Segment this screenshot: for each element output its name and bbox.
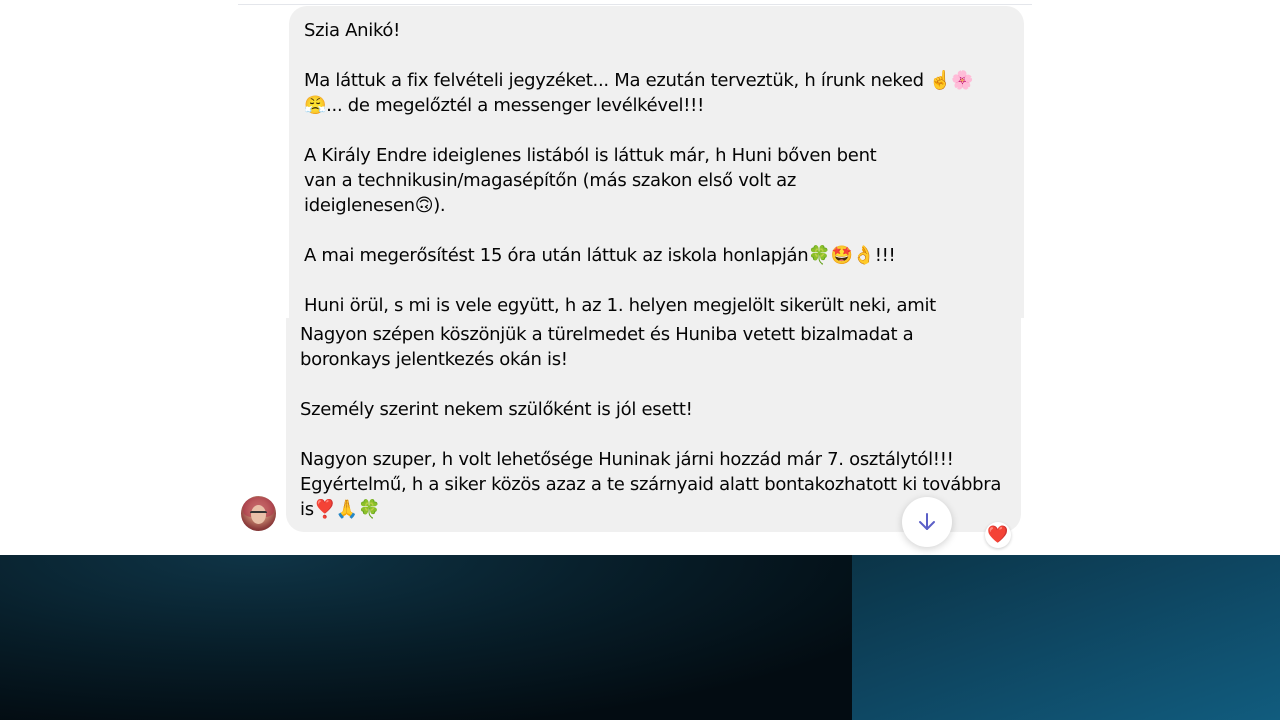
desktop-background xyxy=(0,555,1280,720)
desktop-panel-right xyxy=(852,555,1280,720)
scroll-to-bottom-button[interactable] xyxy=(902,497,952,547)
message-paragraph: Nagyon szuper, h volt lehetősége Huninak járni hozzád már 7. osztálytól!!! Egyértelmű, h a siker közös azaz a te szárnyaid alatt bontakozhatott ki továbbra is❣️🙏🍀 xyxy=(300,449,1007,520)
message-paragraph: Személy szerint nekem szülőként is jól esett! xyxy=(300,399,693,420)
message-paragraph: Ma láttuk a fix felvételi jegyzéket... Ma ezután terveztük, h írunk neked ☝️🌸😤... de megelőztél a messenger levélkével!!! xyxy=(304,70,974,116)
message-paragraph: Huni örül, s mi is vele együtt, h az 1. helyen megjelölt sikerült neki, amit xyxy=(304,295,936,316)
chat-divider xyxy=(238,4,1032,5)
message-paragraph: A Király Endre ideiglenes listából is láttuk már, h Huni bőven bent van a technikusin/magasépítőn (más szakon első volt az ideiglenesen🙃). xyxy=(304,145,882,216)
heart-icon: ❤️ xyxy=(987,525,1009,545)
message-bubble-part2[interactable] xyxy=(286,318,1021,532)
message-paragraph: A mai megerősítést 15 óra után láttuk az iskola honlapján🍀🤩👌!!! xyxy=(304,245,896,266)
heart-reaction-badge[interactable] xyxy=(985,522,1011,548)
message-paragraph: Szia Anikó! xyxy=(304,20,401,41)
arrow-down-icon xyxy=(917,512,937,532)
sender-avatar[interactable] xyxy=(241,496,276,531)
desktop-panel-left xyxy=(0,555,852,720)
message-paragraph: Nagyon szépen köszönjük a türelmedet és Huniba vetett bizalmadat a boronkays jelentkezés okán is! xyxy=(300,324,919,370)
message-bubble-part1[interactable] xyxy=(289,6,1024,318)
